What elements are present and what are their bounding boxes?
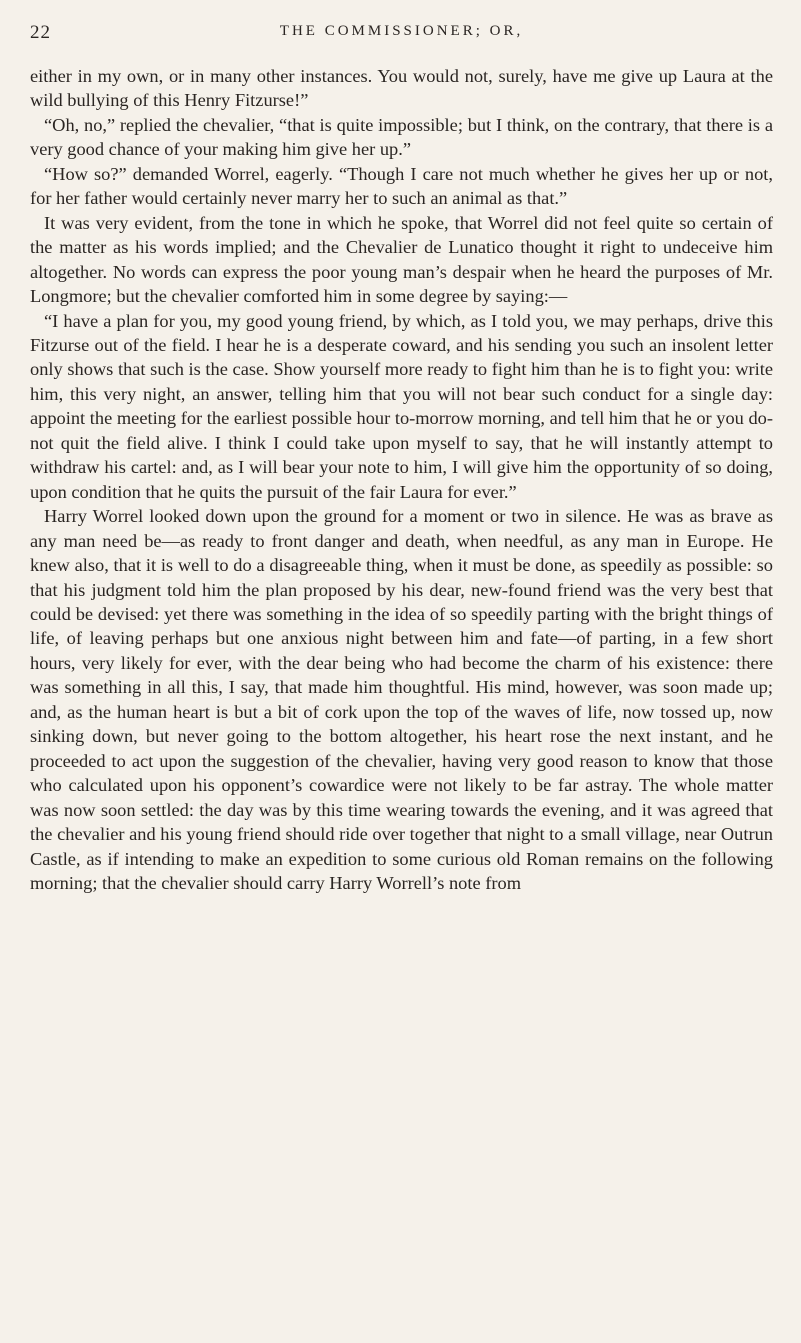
- paragraph: “Oh, no,” replied the chevalier, “that is quite impossible; but I think, on the contrary, that there is a very good chance of your making him give her up.”: [30, 114, 773, 160]
- paragraph: “I have a plan for you, my good young friend, by which, as I told you, we may perhaps, drive this Fitzurse out of the field. I hear he is a desperate coward, and his sending you such an insolent letter only shows that such is the case. Show yourself more ready to fight him than he is to fight you: write him, this very night, an answer, telling him that you will not bear such conduct for a single day: appoint the meeting for the earliest possible hour to-morrow morning, and tell him that he or you do-not quit the field alive. I think I could take upon myself to say, that he will instantly attempt to withdraw his cartel: and, as I will bear your note to him, I will give him the opportunity of so doing, upon condition that he quits the pursuit of the fair Laura for ever.”: [30, 310, 773, 502]
- page-number: 22: [30, 22, 51, 43]
- body-text: [30, 64, 773, 895]
- paragraph: Harry Worrel looked down upon the ground for a moment or two in silence. He was as brave as any man need be—as ready to front danger and death, when needful, as any man in Europe. He knew also, that it is well to do a disagreeable thing, when it must be done, as speedily as possible: so that his judgment told him the plan proposed by his dear, new-found friend was the very best that could be devised: yet there was something in the idea of so speedily parting with the bright things of life, of leaving perhaps but one anxious night between him and fate—of parting, in a few short hours, very likely for ever, with the dear being who had become the charm of his existence: there was something in all this, I say, that made him thoughtful. His mind, however, was soon made up; and, as the human heart is but a bit of cork upon the top of the waves of life, now tossed up, now sinking down, but never going to the bottom altogether, his heart rose the next instant, and he proceeded to act upon the suggestion of the chevalier, having very good reason to know that those who calculated upon his opponent’s cowardice were not likely to be far astray. The whole matter was now soon settled: the day was by this time wearing towards the evening, and it was agreed that the chevalier and his young friend should ride over together that night to a small village, near Outrun Castle, as if intending to make an expedition to some curious old Roman remains on the following morning; that the chevalier should carry Harry Worrell’s note from: [30, 506, 773, 893]
- running-head-title: THE COMMISSIONER; OR,: [279, 23, 524, 39]
- running-head: [30, 22, 773, 50]
- paragraph: either in my own, or in many other instances. You would not, surely, have me give up Laura at the wild bullying of this Henry Fitzurse!”: [30, 66, 773, 111]
- paragraph: “How so?” demanded Worrel, eagerly. “Though I care not much whether he gives her up or not, for her father would certainly never marry her to such an animal as that.”: [30, 163, 773, 209]
- paragraph: It was very evident, from the tone in which he spoke, that Worrel did not feel quite so certain of the matter as his words implied; and the Chevalier de Lunatico thought it right to undeceive him altogether. No words can express the poor young man’s despair when he heard the purposes of Mr. Longmore; but the chevalier comforted him in some degree by saying:—: [30, 212, 773, 307]
